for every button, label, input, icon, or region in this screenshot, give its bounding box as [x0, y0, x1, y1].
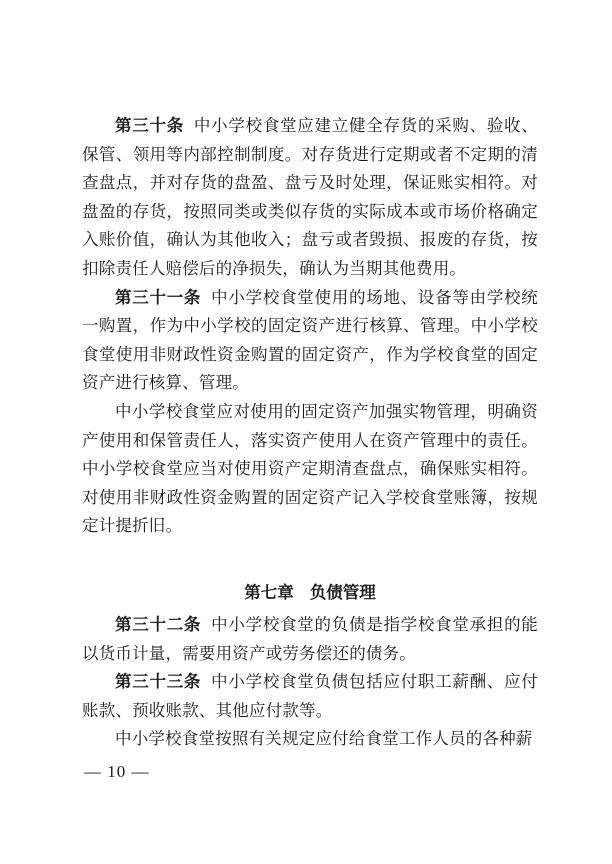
article-30 [82, 112, 538, 284]
article-33-paragraph-2: 中小学校食堂按照有关规定应付给食堂工作人员的各种薪 [115, 729, 533, 749]
article-text: 中小学校食堂的负债是指学校食堂承担的能以货币计量，需要用资产或劳务偿还的债务。 [82, 614, 538, 663]
article-label: 第三十三条 [115, 672, 202, 692]
article-text: 中小学校食堂使用的场地、设备等由学校统一购置，作为中小学校的固定资产进行核算、管理。中小学校食堂使用非财政性资金购置的固定资产，作为学校食堂的固定资产进行核算、管理。 [82, 287, 538, 393]
chapter-title: 负债管理 [309, 582, 376, 602]
article-31-paragraph-2: 中小学校食堂应对使用的固定资产加强实物管理，明确资产使用和保管责任人，落实资产使用人在资产管理中的责任。中小学校食堂应当对使用资产定期清查盘点，确保账实相符。对使用非财政性资金购置的固定资产记入学校食堂账簿，按规定计提折旧。 [82, 401, 538, 536]
page-number: — 10 — [84, 762, 150, 781]
article-label: 第三十一条 [115, 287, 202, 307]
document-body [82, 112, 538, 754]
article-text: 中小学校食堂负债包括应付职工薪酬、应付账款、预收账款、其他应付款等。 [82, 672, 538, 720]
article-label: 第三十二条 [115, 614, 202, 634]
article-text: 中小学校食堂应建立健全存货的采购、验收、保管、领用等内部控制制度。对存货进行定期或者不定期的清查盘点，并对存货的盘盈、盘亏及时处理，保证账实相符。对盘盈的存货，按照同类或类似存货的实际成本或市场价格确定入账价值，确认为其他收入；盘亏或者毁损、报废的存货，按扣除责任人赔偿后的净损失，确认为当期其他费用。 [82, 116, 538, 278]
article-31 [82, 284, 538, 398]
article-32 [82, 611, 538, 668]
article-33 [82, 668, 538, 725]
chapter-number: 第七章 [244, 582, 294, 602]
article-label: 第三十条 [115, 116, 184, 135]
chapter-heading [82, 579, 538, 607]
